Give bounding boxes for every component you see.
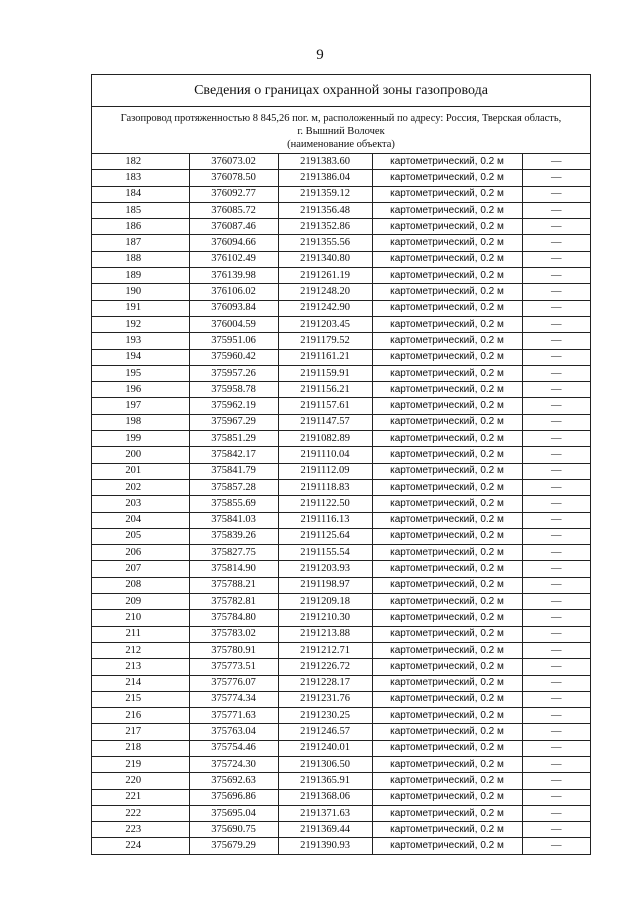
table-row: [92, 202, 590, 218]
y-coordinate-cell: 2191212.71: [278, 642, 372, 658]
point-number-cell: 196: [92, 382, 189, 398]
point-description-cell: —: [522, 333, 590, 349]
x-coordinate-cell: 375842.17: [189, 447, 278, 463]
x-coordinate-cell: 375783.02: [189, 626, 278, 642]
point-description-cell: —: [522, 756, 590, 772]
y-coordinate-cell: 2191210.30: [278, 610, 372, 626]
table-row: [92, 691, 590, 707]
object-description: [92, 107, 590, 154]
table-row: [92, 170, 590, 186]
table-row: [92, 805, 590, 821]
point-number-cell: 220: [92, 773, 189, 789]
y-coordinate-cell: 2191209.18: [278, 594, 372, 610]
point-description-cell: —: [522, 512, 590, 528]
point-description-cell: —: [522, 838, 590, 854]
boundary-document: [91, 74, 591, 855]
y-coordinate-cell: 2191356.48: [278, 202, 372, 218]
point-number-cell: 208: [92, 577, 189, 593]
point-description-cell: —: [522, 463, 590, 479]
method-accuracy-cell: картометрический, 0.2 м: [372, 186, 522, 202]
point-description-cell: —: [522, 251, 590, 267]
x-coordinate-cell: 376073.02: [189, 154, 278, 170]
x-coordinate-cell: 375827.75: [189, 545, 278, 561]
table-row: [92, 186, 590, 202]
point-number-cell: 202: [92, 479, 189, 495]
y-coordinate-cell: 2191179.52: [278, 333, 372, 349]
method-accuracy-cell: картометрический, 0.2 м: [372, 610, 522, 626]
point-description-cell: —: [522, 496, 590, 512]
y-coordinate-cell: 2191122.50: [278, 496, 372, 512]
method-accuracy-cell: картометрический, 0.2 м: [372, 528, 522, 544]
y-coordinate-cell: 2191125.64: [278, 528, 372, 544]
y-coordinate-cell: 2191386.04: [278, 170, 372, 186]
table-row: [92, 675, 590, 691]
method-accuracy-cell: картометрический, 0.2 м: [372, 577, 522, 593]
x-coordinate-cell: 375695.04: [189, 805, 278, 821]
method-accuracy-cell: картометрический, 0.2 м: [372, 447, 522, 463]
table-row: [92, 431, 590, 447]
method-accuracy-cell: картометрический, 0.2 м: [372, 284, 522, 300]
method-accuracy-cell: картометрический, 0.2 м: [372, 838, 522, 854]
method-accuracy-cell: картометрический, 0.2 м: [372, 756, 522, 772]
y-coordinate-cell: 2191365.91: [278, 773, 372, 789]
table-row: [92, 659, 590, 675]
method-accuracy-cell: картометрический, 0.2 м: [372, 642, 522, 658]
point-number-cell: 186: [92, 219, 189, 235]
x-coordinate-cell: 375841.03: [189, 512, 278, 528]
point-description-cell: —: [522, 202, 590, 218]
y-coordinate-cell: 2191352.86: [278, 219, 372, 235]
point-description-cell: —: [522, 594, 590, 610]
table-row: [92, 496, 590, 512]
point-number-cell: 190: [92, 284, 189, 300]
method-accuracy-cell: картометрический, 0.2 м: [372, 268, 522, 284]
x-coordinate-cell: 376139.98: [189, 268, 278, 284]
point-number-cell: 214: [92, 675, 189, 691]
method-accuracy-cell: картометрический, 0.2 м: [372, 202, 522, 218]
x-coordinate-cell: 375960.42: [189, 349, 278, 365]
x-coordinate-cell: 375784.80: [189, 610, 278, 626]
point-description-cell: —: [522, 675, 590, 691]
table-row: [92, 479, 590, 495]
point-number-cell: 210: [92, 610, 189, 626]
table-row: [92, 447, 590, 463]
point-description-cell: —: [522, 724, 590, 740]
method-accuracy-cell: картометрический, 0.2 м: [372, 235, 522, 251]
point-description-cell: —: [522, 186, 590, 202]
x-coordinate-cell: 376085.72: [189, 202, 278, 218]
y-coordinate-cell: 2191147.57: [278, 414, 372, 430]
table-row: [92, 838, 590, 854]
table-row: [92, 528, 590, 544]
table-row: [92, 398, 590, 414]
method-accuracy-cell: картометрический, 0.2 м: [372, 154, 522, 170]
x-coordinate-cell: 375773.51: [189, 659, 278, 675]
y-coordinate-cell: 2191231.76: [278, 691, 372, 707]
point-number-cell: 212: [92, 642, 189, 658]
point-description-cell: —: [522, 708, 590, 724]
y-coordinate-cell: 2191118.83: [278, 479, 372, 495]
y-coordinate-cell: 2191213.88: [278, 626, 372, 642]
table-row: [92, 561, 590, 577]
method-accuracy-cell: картометрический, 0.2 м: [372, 349, 522, 365]
point-description-cell: —: [522, 545, 590, 561]
x-coordinate-cell: 375855.69: [189, 496, 278, 512]
y-coordinate-cell: 2191359.12: [278, 186, 372, 202]
y-coordinate-cell: 2191161.21: [278, 349, 372, 365]
x-coordinate-cell: 375774.34: [189, 691, 278, 707]
table-row: [92, 642, 590, 658]
point-description-cell: —: [522, 691, 590, 707]
description-line-3: (наименование объекта): [287, 139, 395, 150]
method-accuracy-cell: картометрический, 0.2 м: [372, 251, 522, 267]
method-accuracy-cell: картометрический, 0.2 м: [372, 675, 522, 691]
point-number-cell: 205: [92, 528, 189, 544]
point-number-cell: 182: [92, 154, 189, 170]
point-description-cell: —: [522, 414, 590, 430]
y-coordinate-cell: 2191116.13: [278, 512, 372, 528]
x-coordinate-cell: 375776.07: [189, 675, 278, 691]
point-number-cell: 199: [92, 431, 189, 447]
method-accuracy-cell: картометрический, 0.2 м: [372, 316, 522, 332]
point-number-cell: 197: [92, 398, 189, 414]
x-coordinate-cell: 375692.63: [189, 773, 278, 789]
point-description-cell: —: [522, 822, 590, 838]
x-coordinate-cell: 376087.46: [189, 219, 278, 235]
point-description-cell: —: [522, 154, 590, 170]
point-description-cell: —: [522, 365, 590, 381]
x-coordinate-cell: 375962.19: [189, 398, 278, 414]
x-coordinate-cell: 376094.66: [189, 235, 278, 251]
point-number-cell: 198: [92, 414, 189, 430]
point-number-cell: 185: [92, 202, 189, 218]
point-number-cell: 222: [92, 805, 189, 821]
table-row: [92, 545, 590, 561]
method-accuracy-cell: картометрический, 0.2 м: [372, 431, 522, 447]
table-row: [92, 284, 590, 300]
method-accuracy-cell: картометрический, 0.2 м: [372, 659, 522, 675]
x-coordinate-cell: 375754.46: [189, 740, 278, 756]
method-accuracy-cell: картометрический, 0.2 м: [372, 300, 522, 316]
table-row: [92, 822, 590, 838]
point-description-cell: —: [522, 316, 590, 332]
point-description-cell: —: [522, 349, 590, 365]
y-coordinate-cell: 2191248.20: [278, 284, 372, 300]
y-coordinate-cell: 2191228.17: [278, 675, 372, 691]
x-coordinate-cell: 375690.75: [189, 822, 278, 838]
x-coordinate-cell: 375696.86: [189, 789, 278, 805]
point-number-cell: 211: [92, 626, 189, 642]
method-accuracy-cell: картометрический, 0.2 м: [372, 219, 522, 235]
table-row: [92, 789, 590, 805]
y-coordinate-cell: 2191110.04: [278, 447, 372, 463]
y-coordinate-cell: 2191368.06: [278, 789, 372, 805]
method-accuracy-cell: картометрический, 0.2 м: [372, 561, 522, 577]
x-coordinate-cell: 376102.49: [189, 251, 278, 267]
method-accuracy-cell: картометрический, 0.2 м: [372, 414, 522, 430]
coordinates-table: [92, 154, 590, 854]
method-accuracy-cell: картометрический, 0.2 м: [372, 479, 522, 495]
y-coordinate-cell: 2191203.93: [278, 561, 372, 577]
y-coordinate-cell: 2191082.89: [278, 431, 372, 447]
table-row: [92, 300, 590, 316]
table-row: [92, 382, 590, 398]
method-accuracy-cell: картометрический, 0.2 м: [372, 789, 522, 805]
point-number-cell: 200: [92, 447, 189, 463]
point-description-cell: —: [522, 740, 590, 756]
point-number-cell: 219: [92, 756, 189, 772]
point-number-cell: 191: [92, 300, 189, 316]
method-accuracy-cell: картометрический, 0.2 м: [372, 691, 522, 707]
y-coordinate-cell: 2191112.09: [278, 463, 372, 479]
table-row: [92, 577, 590, 593]
method-accuracy-cell: картометрический, 0.2 м: [372, 512, 522, 528]
method-accuracy-cell: картометрический, 0.2 м: [372, 773, 522, 789]
x-coordinate-cell: 375679.29: [189, 838, 278, 854]
document-title: Сведения о границах охранной зоны газопровода: [92, 75, 590, 107]
method-accuracy-cell: картометрический, 0.2 м: [372, 463, 522, 479]
point-number-cell: 201: [92, 463, 189, 479]
y-coordinate-cell: 2191203.45: [278, 316, 372, 332]
point-number-cell: 221: [92, 789, 189, 805]
table-row: [92, 756, 590, 772]
x-coordinate-cell: 376004.59: [189, 316, 278, 332]
y-coordinate-cell: 2191246.57: [278, 724, 372, 740]
y-coordinate-cell: 2191306.50: [278, 756, 372, 772]
method-accuracy-cell: картометрический, 0.2 м: [372, 740, 522, 756]
method-accuracy-cell: картометрический, 0.2 м: [372, 626, 522, 642]
point-number-cell: 203: [92, 496, 189, 512]
method-accuracy-cell: картометрический, 0.2 м: [372, 822, 522, 838]
method-accuracy-cell: картометрический, 0.2 м: [372, 724, 522, 740]
method-accuracy-cell: картометрический, 0.2 м: [372, 594, 522, 610]
table-row: [92, 463, 590, 479]
point-description-cell: —: [522, 398, 590, 414]
table-row: [92, 333, 590, 349]
table-row: [92, 268, 590, 284]
table-row: [92, 610, 590, 626]
point-description-cell: —: [522, 268, 590, 284]
point-description-cell: —: [522, 300, 590, 316]
point-number-cell: 204: [92, 512, 189, 528]
y-coordinate-cell: 2191155.54: [278, 545, 372, 561]
method-accuracy-cell: картометрический, 0.2 м: [372, 398, 522, 414]
coordinates-table-body: [92, 154, 590, 854]
point-number-cell: 218: [92, 740, 189, 756]
point-number-cell: 183: [92, 170, 189, 186]
table-row: [92, 154, 590, 170]
method-accuracy-cell: картометрический, 0.2 м: [372, 382, 522, 398]
y-coordinate-cell: 2191340.80: [278, 251, 372, 267]
table-row: [92, 724, 590, 740]
x-coordinate-cell: 375957.26: [189, 365, 278, 381]
point-description-cell: —: [522, 170, 590, 186]
point-description-cell: —: [522, 773, 590, 789]
x-coordinate-cell: 375771.63: [189, 708, 278, 724]
x-coordinate-cell: 376092.77: [189, 186, 278, 202]
y-coordinate-cell: 2191242.90: [278, 300, 372, 316]
point-number-cell: 187: [92, 235, 189, 251]
point-number-cell: 193: [92, 333, 189, 349]
table-row: [92, 773, 590, 789]
y-coordinate-cell: 2191230.25: [278, 708, 372, 724]
point-description-cell: —: [522, 447, 590, 463]
y-coordinate-cell: 2191390.93: [278, 838, 372, 854]
x-coordinate-cell: 375788.21: [189, 577, 278, 593]
point-number-cell: 209: [92, 594, 189, 610]
x-coordinate-cell: 375763.04: [189, 724, 278, 740]
y-coordinate-cell: 2191156.21: [278, 382, 372, 398]
table-row: [92, 414, 590, 430]
point-number-cell: 192: [92, 316, 189, 332]
table-row: [92, 594, 590, 610]
y-coordinate-cell: 2191261.19: [278, 268, 372, 284]
point-description-cell: —: [522, 577, 590, 593]
y-coordinate-cell: 2191369.44: [278, 822, 372, 838]
point-description-cell: —: [522, 561, 590, 577]
method-accuracy-cell: картометрический, 0.2 м: [372, 805, 522, 821]
point-description-cell: —: [522, 789, 590, 805]
description-line-2: г. Вышний Волочек: [297, 126, 385, 137]
y-coordinate-cell: 2191157.61: [278, 398, 372, 414]
method-accuracy-cell: картометрический, 0.2 м: [372, 496, 522, 512]
point-number-cell: 194: [92, 349, 189, 365]
point-number-cell: 189: [92, 268, 189, 284]
table-row: [92, 365, 590, 381]
method-accuracy-cell: картометрический, 0.2 м: [372, 545, 522, 561]
y-coordinate-cell: 2191371.63: [278, 805, 372, 821]
point-number-cell: 223: [92, 822, 189, 838]
table-row: [92, 512, 590, 528]
y-coordinate-cell: 2191355.56: [278, 235, 372, 251]
point-number-cell: 224: [92, 838, 189, 854]
page-number: 9: [316, 47, 324, 63]
x-coordinate-cell: 375851.29: [189, 431, 278, 447]
table-row: [92, 349, 590, 365]
description-line-1: Газопровод протяженностью 8 845,26 пог. м, расположенный по адресу: Россия, Тверская область,: [120, 113, 562, 124]
table-row: [92, 708, 590, 724]
table-row: [92, 251, 590, 267]
point-number-cell: 184: [92, 186, 189, 202]
point-description-cell: —: [522, 642, 590, 658]
table-row: [92, 235, 590, 251]
point-number-cell: 188: [92, 251, 189, 267]
point-description-cell: —: [522, 805, 590, 821]
table-row: [92, 626, 590, 642]
x-coordinate-cell: 376078.50: [189, 170, 278, 186]
point-number-cell: 217: [92, 724, 189, 740]
x-coordinate-cell: 375951.06: [189, 333, 278, 349]
point-description-cell: —: [522, 219, 590, 235]
x-coordinate-cell: 376093.84: [189, 300, 278, 316]
x-coordinate-cell: 375724.30: [189, 756, 278, 772]
point-description-cell: —: [522, 626, 590, 642]
x-coordinate-cell: 375782.81: [189, 594, 278, 610]
method-accuracy-cell: картометрический, 0.2 м: [372, 333, 522, 349]
point-number-cell: 206: [92, 545, 189, 561]
point-description-cell: —: [522, 284, 590, 300]
y-coordinate-cell: 2191198.97: [278, 577, 372, 593]
table-row: [92, 316, 590, 332]
point-description-cell: —: [522, 235, 590, 251]
point-number-cell: 216: [92, 708, 189, 724]
point-description-cell: —: [522, 528, 590, 544]
table-row: [92, 740, 590, 756]
point-description-cell: —: [522, 479, 590, 495]
point-description-cell: —: [522, 659, 590, 675]
y-coordinate-cell: 2191240.01: [278, 740, 372, 756]
y-coordinate-cell: 2191383.60: [278, 154, 372, 170]
x-coordinate-cell: 375839.26: [189, 528, 278, 544]
x-coordinate-cell: 375958.78: [189, 382, 278, 398]
point-number-cell: 195: [92, 365, 189, 381]
table-row: [92, 219, 590, 235]
x-coordinate-cell: 375814.90: [189, 561, 278, 577]
y-coordinate-cell: 2191226.72: [278, 659, 372, 675]
x-coordinate-cell: 375967.29: [189, 414, 278, 430]
method-accuracy-cell: картометрический, 0.2 м: [372, 170, 522, 186]
method-accuracy-cell: картометрический, 0.2 м: [372, 708, 522, 724]
point-number-cell: 207: [92, 561, 189, 577]
point-description-cell: —: [522, 610, 590, 626]
x-coordinate-cell: 375841.79: [189, 463, 278, 479]
point-description-cell: —: [522, 431, 590, 447]
method-accuracy-cell: картометрический, 0.2 м: [372, 365, 522, 381]
y-coordinate-cell: 2191159.91: [278, 365, 372, 381]
point-number-cell: 215: [92, 691, 189, 707]
x-coordinate-cell: 375780.91: [189, 642, 278, 658]
point-number-cell: 213: [92, 659, 189, 675]
point-description-cell: —: [522, 382, 590, 398]
x-coordinate-cell: 376106.02: [189, 284, 278, 300]
x-coordinate-cell: 375857.28: [189, 479, 278, 495]
